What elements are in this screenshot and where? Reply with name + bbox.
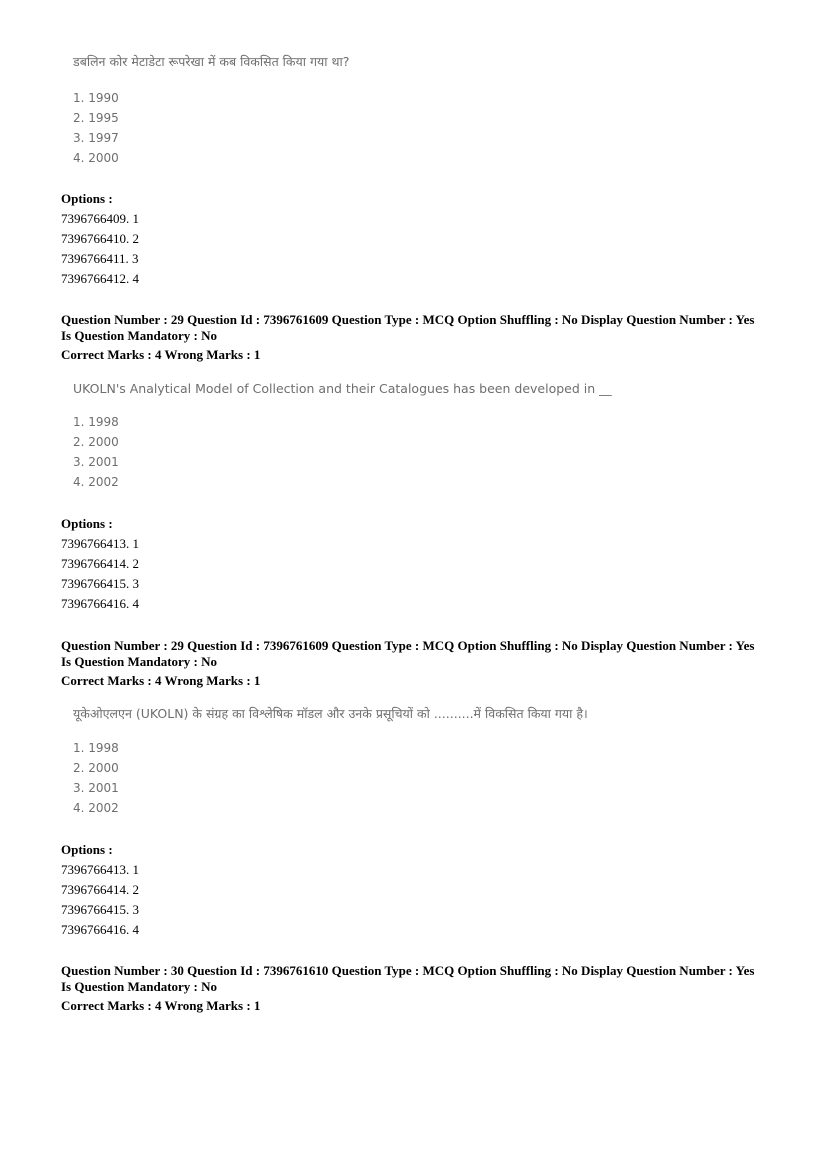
option-id: 7396766415. 3: [61, 576, 139, 591]
choice-item: 3. 1997: [73, 131, 119, 145]
question-text: डबलिन कोर मेटाडेटा रूपरेखा में कब विकसित किया गया था?: [73, 54, 350, 69]
question-header-q4: [61, 963, 754, 1014]
option-id: 7396766409. 1: [61, 211, 139, 226]
choice-item: 4. 2000: [73, 151, 119, 165]
choice-list: [73, 412, 612, 492]
question-meta-line: Question Number : 30 Question Id : 7396761610 Question Type : MCQ Option Shuffling : No Display Question Number : Yes: [61, 963, 755, 978]
choice-item: 1. 1990: [73, 91, 119, 105]
choice-item: 2. 2000: [73, 435, 119, 449]
question-mandatory: Is Question Mandatory : No: [61, 328, 218, 343]
choice-item: 4. 2002: [73, 801, 119, 815]
question-header-q3: [61, 638, 754, 689]
option-id: 7396766416. 4: [61, 596, 139, 611]
question-image-q3: [73, 704, 588, 818]
choice-item: 2. 2000: [73, 761, 119, 775]
question-text: यूकेओएलएन (UKOLN) के संग्रह का विश्लेषिक मॉडल और उनके प्रसूचियों को ..........में विकसित किया गया है।: [73, 706, 588, 721]
question-image-q2: [73, 379, 612, 492]
question-marks: Correct Marks : 4 Wrong Marks : 1: [61, 998, 261, 1013]
question-text: UKOLN's Analytical Model of Collection and their Catalogues has been developed in __: [73, 381, 612, 396]
option-id: 7396766413. 1: [61, 862, 139, 877]
options-section-q3: [61, 840, 139, 940]
question-mandatory: Is Question Mandatory : No: [61, 654, 218, 669]
option-id: 7396766414. 2: [61, 882, 139, 897]
question-meta-line: Question Number : 29 Question Id : 7396761609 Question Type : MCQ Option Shuffling : No Display Question Number : Yes: [61, 638, 755, 653]
option-id: 7396766413. 1: [61, 536, 139, 551]
choice-item: 3. 2001: [73, 781, 119, 795]
option-id: 7396766414. 2: [61, 556, 139, 571]
choice-list: [73, 88, 349, 168]
choice-item: 1. 1998: [73, 741, 119, 755]
options-section-q1: [61, 189, 139, 289]
option-id: 7396766412. 4: [61, 271, 139, 286]
question-meta-line: Question Number : 29 Question Id : 7396761609 Question Type : MCQ Option Shuffling : No Display Question Number : Yes: [61, 312, 755, 327]
options-label: Options :: [61, 842, 113, 857]
choice-item: 4. 2002: [73, 475, 119, 489]
choice-item: 1. 1998: [73, 415, 119, 429]
question-image-q1: [73, 52, 349, 168]
option-id: 7396766416. 4: [61, 922, 139, 937]
question-marks: Correct Marks : 4 Wrong Marks : 1: [61, 673, 261, 688]
option-id: 7396766411. 3: [61, 251, 139, 266]
option-id: 7396766410. 2: [61, 231, 139, 246]
question-header-q2: [61, 312, 754, 363]
options-section-q2: [61, 514, 139, 614]
question-mandatory: Is Question Mandatory : No: [61, 979, 218, 994]
options-label: Options :: [61, 191, 113, 206]
choice-item: 2. 1995: [73, 111, 119, 125]
options-label: Options :: [61, 516, 113, 531]
choice-item: 3. 2001: [73, 455, 119, 469]
option-id: 7396766415. 3: [61, 902, 139, 917]
question-marks: Correct Marks : 4 Wrong Marks : 1: [61, 347, 261, 362]
choice-list: [73, 738, 588, 818]
